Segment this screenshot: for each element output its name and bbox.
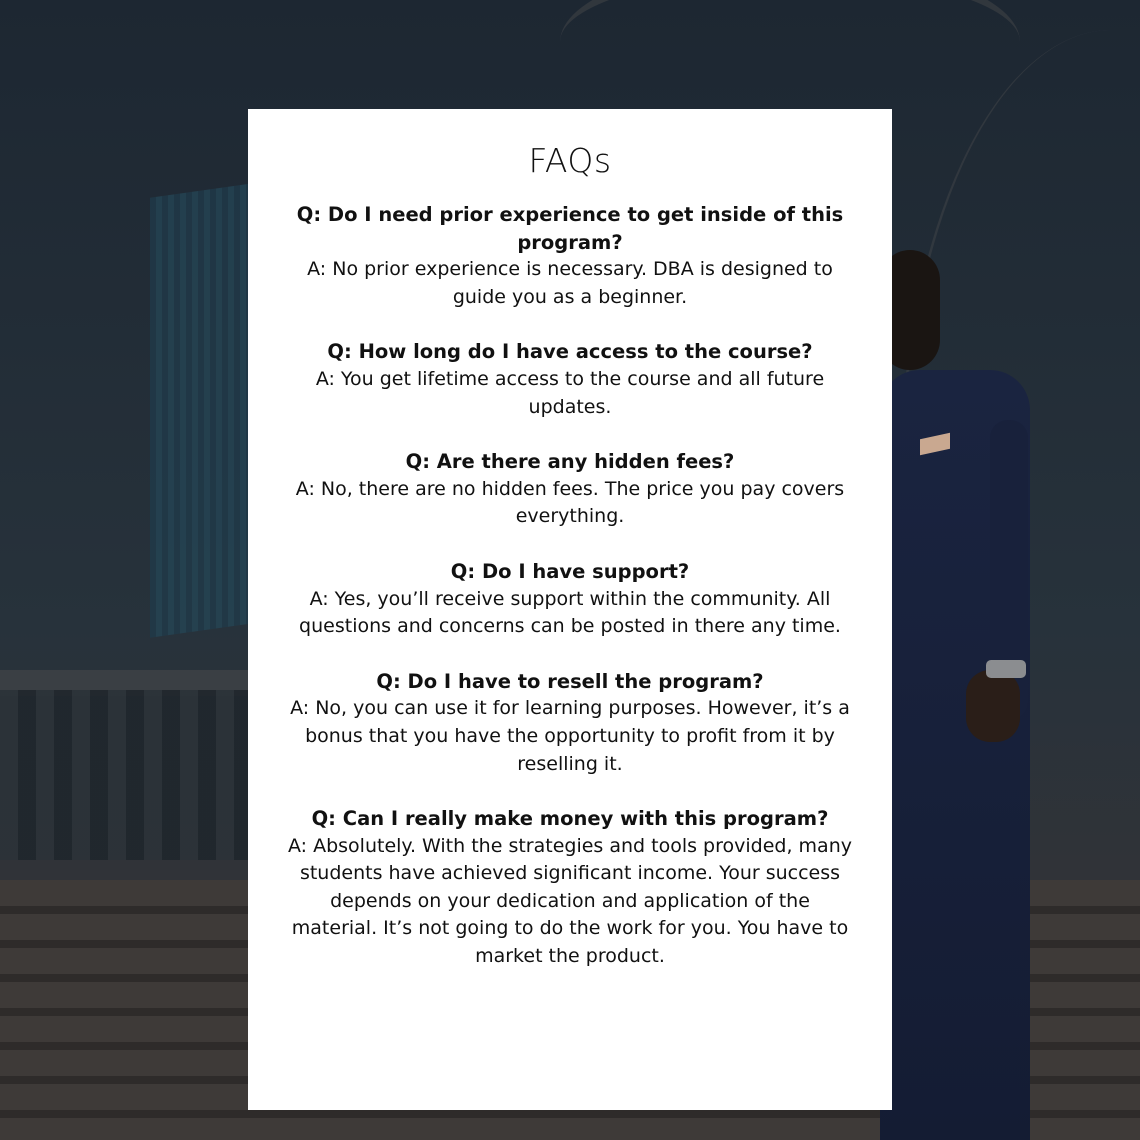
faq-answer: A: Yes, you’ll receive support within the community. All questions and concerns can be posted in there any time. (299, 587, 841, 638)
faq-card (248, 109, 892, 1110)
background-arch (560, 0, 1020, 124)
faq-item (288, 338, 852, 421)
faq-answer: A: You get lifetime access to the course and all future updates. (315, 367, 825, 418)
background-balustrade (0, 690, 250, 860)
faq-item (288, 558, 852, 641)
faq-item (288, 448, 852, 531)
background-building (150, 182, 260, 637)
faq-answer: A: No, there are no hidden fees. The price you pay covers everything. (295, 477, 845, 528)
faq-question: Q: How long do I have access to the course? (327, 340, 813, 364)
background-person-hand (966, 670, 1020, 742)
faq-title: FAQs (528, 141, 612, 180)
faq-item (288, 201, 852, 311)
faq-answer: A: No, you can use it for learning purposes. However, it’s a bonus that you have the opportunity to profit from it by reselling it. (290, 697, 850, 775)
faq-question: Q: Do I have support? (450, 559, 690, 583)
faq-question: Q: Do I have to resell the program? (376, 669, 764, 693)
faq-item (288, 805, 852, 971)
faq-question: Q: Can I really make money with this program? (311, 807, 829, 831)
faq-answer: A: Absolutely. With the strategies and tools provided, many students have achieved significant income. Your success depends on your dedication and application of the material. It’s not going to do the work for you. You have to market the product. (288, 834, 852, 968)
faq-question: Q: Are there any hidden fees? (405, 450, 735, 474)
faq-question: Q: Do I need prior experience to get inside of this program? (296, 203, 844, 254)
background-watch (986, 660, 1026, 678)
faq-item (288, 668, 852, 778)
faq-answer: A: No prior experience is necessary. DBA is designed to guide you as a beginner. (307, 258, 833, 308)
